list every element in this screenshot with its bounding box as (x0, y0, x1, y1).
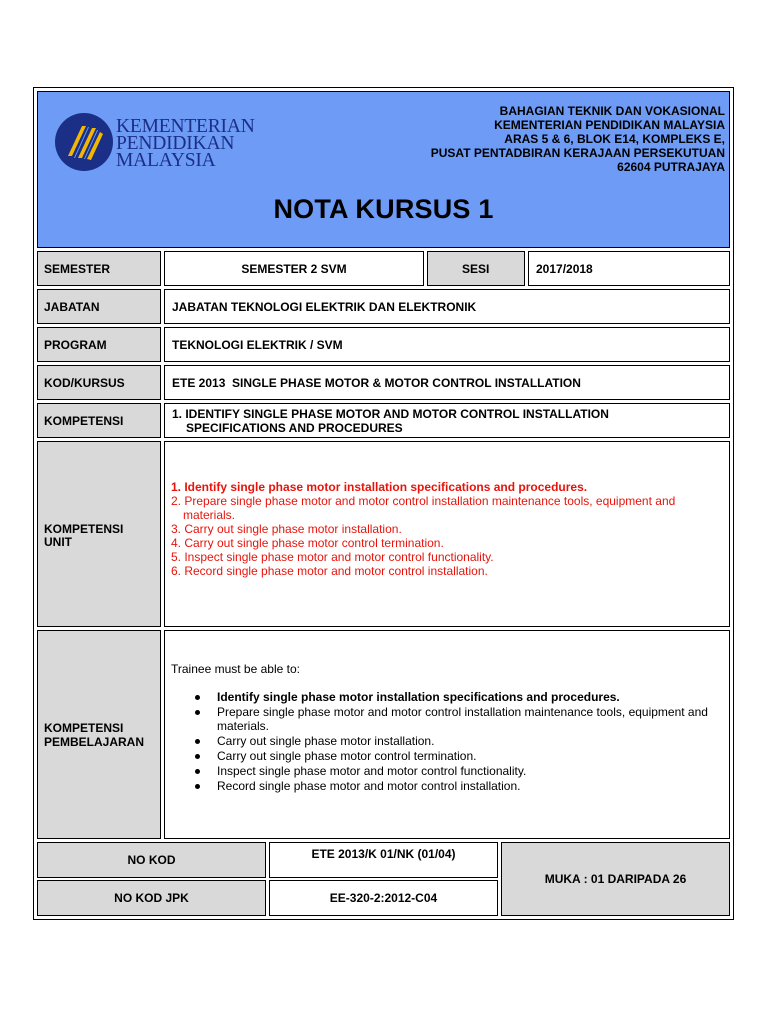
no-kod-jpk-value: EE-320-2:2012-C04 (269, 880, 498, 916)
list-item: Inspect single phase motor and motor control functionality. (193, 764, 719, 778)
address-line: BAHAGIAN TEKNIK DAN VOKASIONAL (499, 104, 725, 118)
kompetensi-label: KOMPETENSI (37, 403, 161, 438)
kompetensi-pembelajaran-label (37, 630, 161, 839)
logo-line-2: PENDIDIKAN (116, 133, 235, 154)
muka-page-count: MUKA : 01 DARIPADA 26 (501, 842, 730, 916)
list-item: 4. Carry out single phase motor control termination. (171, 536, 444, 550)
program-value: TEKNOLOGI ELEKTRIK / SVM (164, 327, 730, 362)
kompetensi-unit-content (164, 441, 730, 627)
sesi-value: 2017/2018 (528, 251, 730, 286)
kompetensi-line-2: SPECIFICATIONS AND PROCEDURES (186, 421, 403, 435)
logo-line-1: KEMENTERIAN (116, 116, 255, 137)
list-item: Identify single phase motor installation specifications and procedures. (193, 690, 719, 704)
header-banner (37, 91, 730, 248)
kpm-logo (54, 112, 255, 172)
kompetensi-pembelajaran-label-line-1: KOMPETENSI (44, 721, 124, 735)
kompetensi-value (164, 403, 730, 438)
kompetensi-unit-label-line-1: KOMPETENSI (44, 522, 124, 536)
kompetensi-unit-label-line-2: UNIT (44, 535, 72, 549)
list-item: Record single phase motor and motor control installation. (193, 779, 719, 793)
kod-kursus-label: KOD/KURSUS (37, 365, 161, 400)
semester-value: SEMESTER 2 SVM (164, 251, 424, 286)
address-line: KEMENTERIAN PENDIDIKAN MALAYSIA (494, 118, 725, 132)
semester-label: SEMESTER (37, 251, 161, 286)
pembelajaran-list (193, 690, 719, 794)
no-kod-value-cell (269, 842, 498, 878)
list-item: 5. Inspect single phase motor and motor control functionality. (171, 550, 494, 564)
no-kod-label: NO KOD (37, 842, 266, 878)
kpm-logo-text (116, 118, 255, 169)
list-item: 2. Prepare single phase motor and motor control installation maintenance tools, equipment and materials. (171, 494, 676, 522)
address-line: PUSAT PENTADBIRAN KERAJAAN PERSEKUTUAN (430, 146, 725, 160)
list-item: 1. Identify single phase motor installation specifications and procedures. (171, 480, 588, 494)
jabatan-label: JABATAN (37, 289, 161, 324)
address-line: 62604 PUTRAJAYA (617, 160, 725, 174)
jabatan-value: JABATAN TEKNOLOGI ELEKTRIK DAN ELEKTRONIK (164, 289, 730, 324)
kompetensi-line-1: 1. IDENTIFY SINGLE PHASE MOTOR AND MOTOR CONTROL INSTALLATION (172, 407, 609, 421)
logo-line-3: MALAYSIA (116, 150, 216, 171)
address-line: ARAS 5 & 6, BLOK E14, KOMPLEKS E, (504, 132, 725, 146)
kompetensi-pembelajaran-label-line-2: PEMBELAJARAN (44, 735, 145, 749)
kompetensi-unit-list (171, 480, 717, 578)
no-kod-value: ETE 2013/K 01/NK (01/04) (311, 847, 456, 861)
program-label: PROGRAM (37, 327, 161, 362)
list-item: Prepare single phase motor and motor control installation maintenance tools, equipment and materials. (193, 705, 719, 733)
list-item: 3. Carry out single phase motor installation. (171, 522, 402, 536)
page-title: NOTA KURSUS 1 (273, 194, 494, 224)
intro-text: Trainee must be able to: (171, 662, 300, 676)
list-item: Carry out single phase motor installation. (193, 734, 719, 748)
address-block (431, 104, 725, 174)
sesi-label: SESI (427, 251, 525, 286)
kod-kursus-value: ETE 2013 SINGLE PHASE MOTOR & MOTOR CONTROL INSTALLATION (164, 365, 730, 400)
kompetensi-unit-label (37, 441, 161, 627)
list-item: Carry out single phase motor control termination. (193, 749, 719, 763)
kpm-emblem-icon (54, 112, 114, 172)
list-item: 6. Record single phase motor and motor control installation. (171, 564, 488, 578)
kompetensi-pembelajaran-content (164, 630, 730, 839)
no-kod-jpk-label: NO KOD JPK (37, 880, 266, 916)
